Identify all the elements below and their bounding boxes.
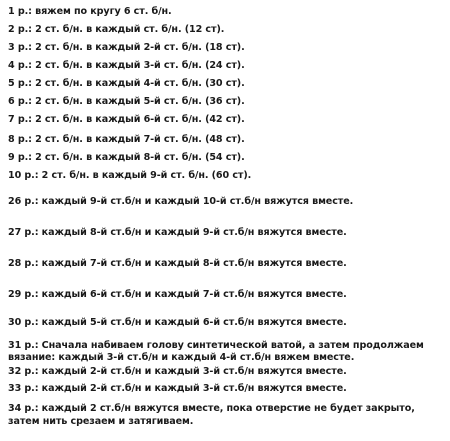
- row-32: 32 р.: каждый 2-й ст.б/н и каждый 3-й ст.б/н вяжутся вместе.: [8, 366, 347, 377]
- row-1: 1 р.: вяжем по кругу 6 ст. б/н.: [8, 6, 172, 17]
- row-8: 8 р.: 2 ст. б/н. в каждый 7-й ст. б/н. (48 ст).: [8, 134, 245, 145]
- row-30: 30 р.: каждый 5-й ст.б/н и каждый 6-й ст.б/н вяжутся вместе.: [8, 317, 347, 328]
- row-33: 33 р.: каждый 2-й ст.б/н и каждый 3-й ст.б/н вяжутся вместе.: [8, 383, 347, 394]
- row-2: 2 р.: 2 ст. б/н. в каждый ст. б/н. (12 ст).: [8, 24, 225, 35]
- row-4: 4 р.: 2 ст. б/н. в каждый 3-й ст. б/н. (24 ст).: [8, 60, 245, 71]
- row-27: 27 р.: каждый 8-й ст.б/н и каждый 9-й ст.б/н вяжутся вместе.: [8, 227, 347, 238]
- row-9: 9 р.: 2 ст. б/н. в каждый 8-й ст. б/н. (54 ст).: [8, 152, 245, 163]
- row-28: 28 р.: каждый 7-й ст.б/н и каждый 8-й ст.б/н вяжутся вместе.: [8, 258, 347, 269]
- row-26: 26 р.: каждый 9-й ст.б/н и каждый 10-й ст.б/н вяжутся вместе.: [8, 196, 354, 207]
- row-3: 3 р.: 2 ст. б/н. в каждый 2-й ст. б/н. (18 ст).: [8, 42, 245, 53]
- row-31-cont: вязание: каждый 3-й ст.б/н и каждый 4-й ст.б/н вяжем вместе.: [8, 352, 355, 363]
- row-31: 31 р.: Сначала набиваем голову синтетической ватой, а затем продолжаем: [8, 340, 424, 351]
- row-7: 7 р.: 2 ст. б/н. в каждый 6-й ст. б/н. (42 ст).: [8, 114, 245, 125]
- row-5: 5 р.: 2 ст. б/н. в каждый 4-й ст. б/н. (30 ст).: [8, 78, 245, 89]
- row-29: 29 р.: каждый 6-й ст.б/н и каждый 7-й ст.б/н вяжутся вместе.: [8, 289, 347, 300]
- row-34-cont: затем нить срезаем и затягиваем.: [8, 416, 194, 427]
- row-10: 10 р.: 2 ст. б/н. в каждый 9-й ст. б/н. (60 ст).: [8, 170, 252, 181]
- row-6: 6 р.: 2 ст. б/н. в каждый 5-й ст. б/н. (36 ст).: [8, 96, 245, 107]
- row-34: 34 р.: каждый 2 ст.б/н вяжутся вместе, пока отверстие не будет закрыто,: [8, 403, 415, 414]
